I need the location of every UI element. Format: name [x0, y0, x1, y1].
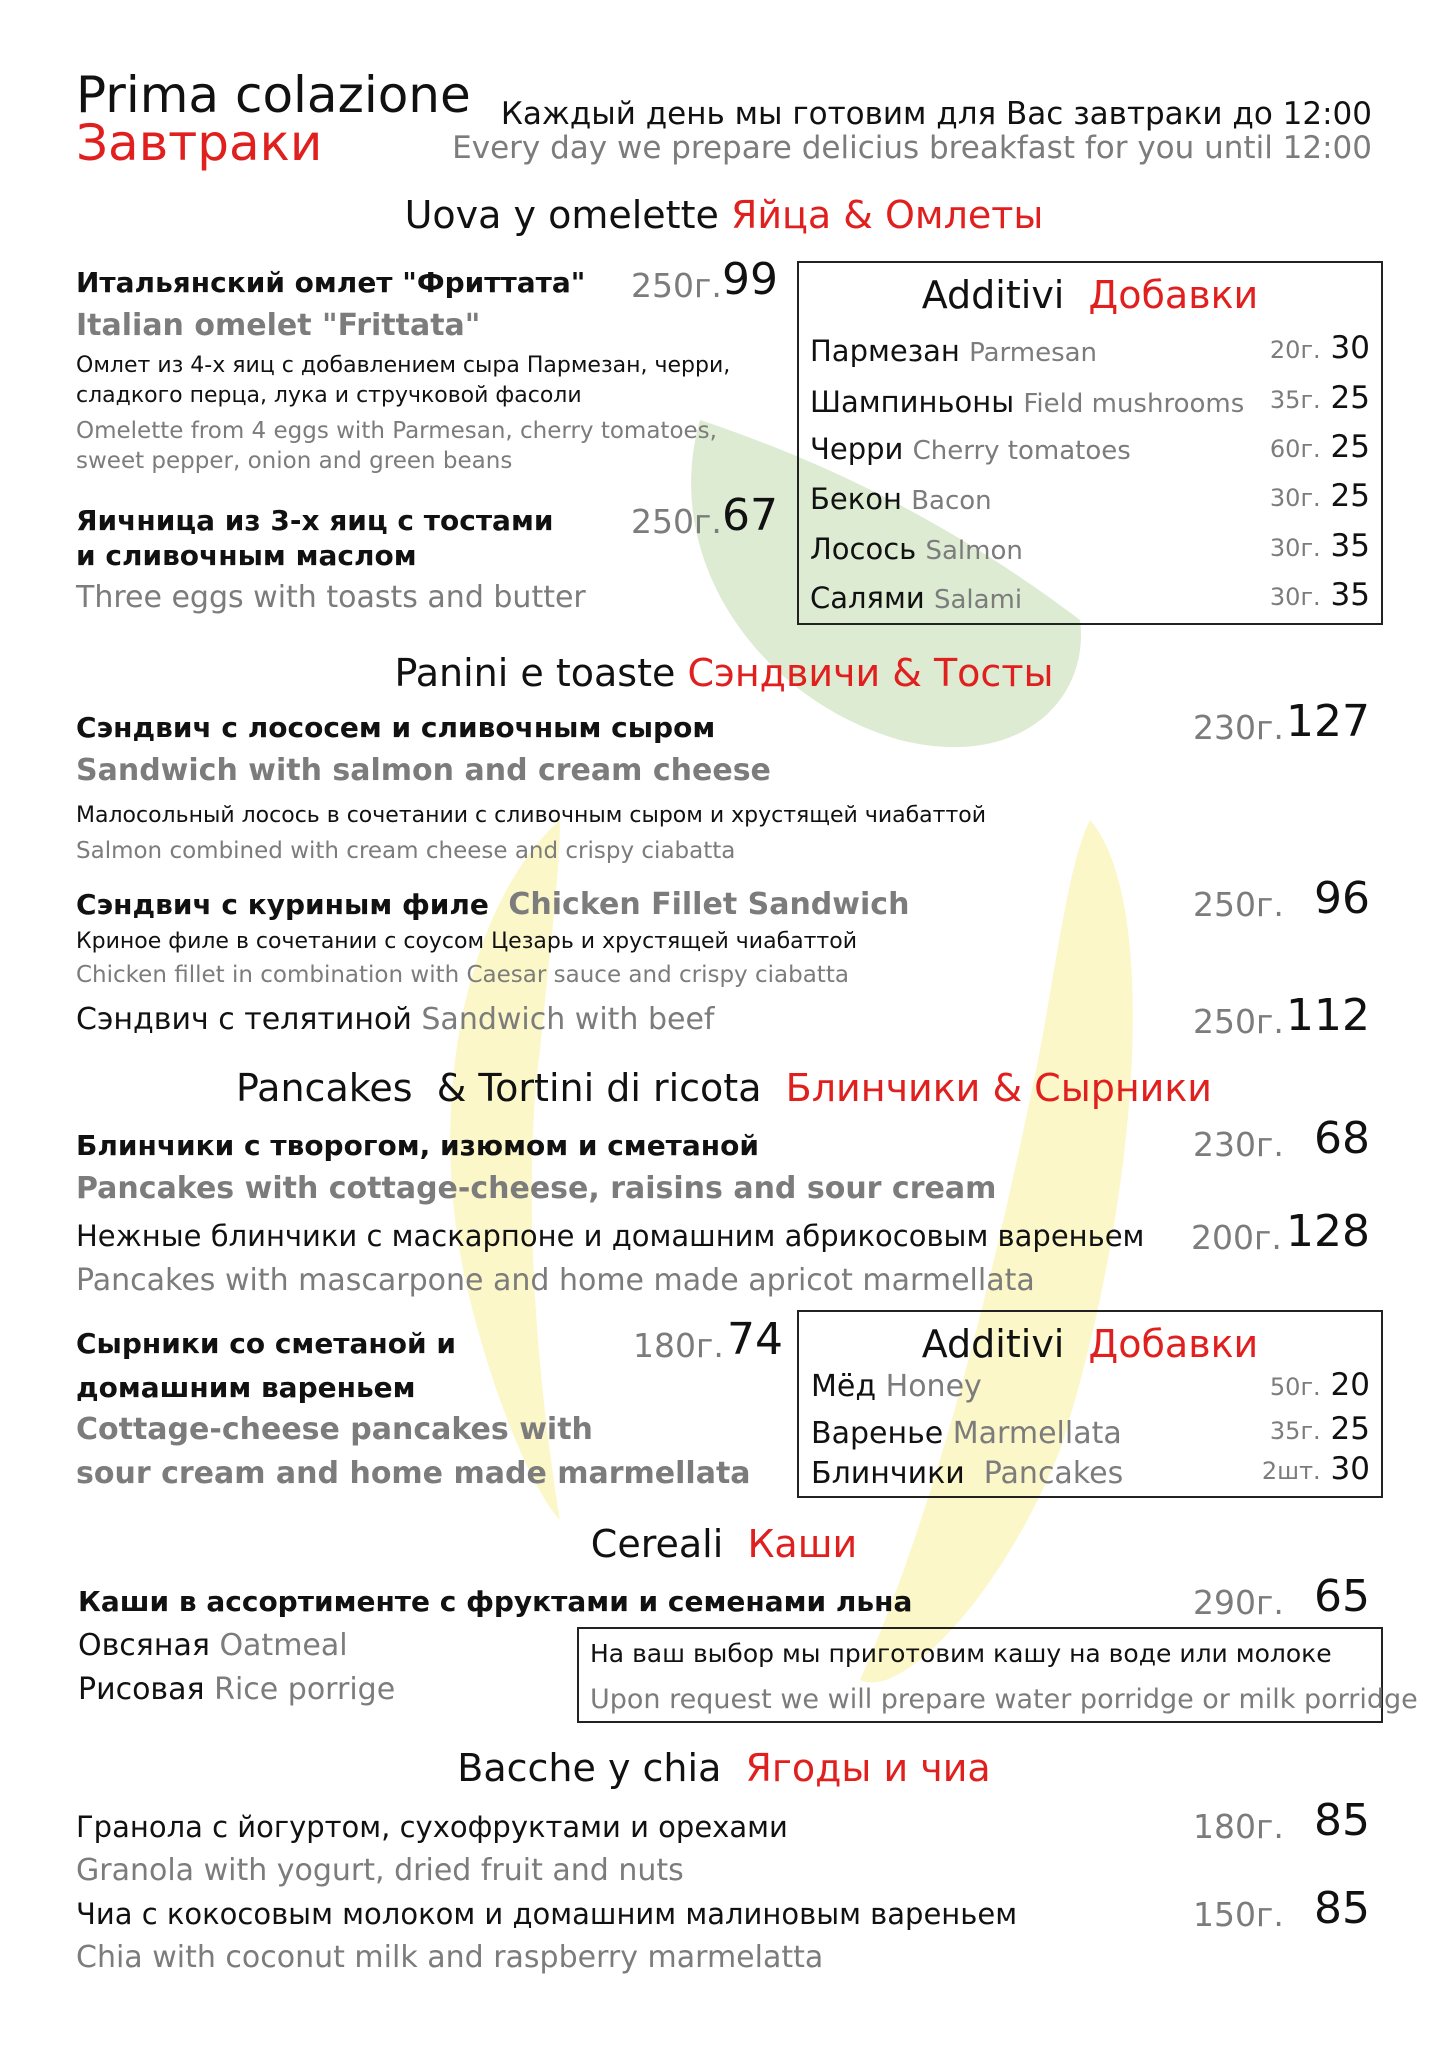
- cereal-option: Овсяная Oatmeal: [78, 1628, 348, 1663]
- item-name: Сэндвич с телятиной Sandwich with beef: [76, 1002, 715, 1037]
- item-name-ru: Яичница из 3-х яиц с тостами: [76, 504, 554, 537]
- item-weight: 250г.: [631, 266, 722, 305]
- item-desc-ru: Криное филе в сочетании с соусом Цезарь и хрустящей чиабаттой: [76, 929, 857, 954]
- item-price: 85: [1314, 1795, 1370, 1846]
- item-name-ru: и сливочным маслом: [76, 539, 417, 572]
- item-name: Сэндвич с куриным филе Chicken Fillet Sandwich: [76, 887, 910, 922]
- item-price: 128: [1286, 1206, 1370, 1257]
- additive-price: 20г. 30: [1269, 330, 1370, 366]
- section-title-pancakes: Pancakes & Tortini di ricota Блинчики & Сырники: [235, 1066, 1213, 1110]
- additive-price: 30г. 35: [1269, 577, 1370, 613]
- header-note-english: Every day we prepare delicius breakfast for you until 12:00: [452, 130, 1372, 166]
- item-price: 65: [1314, 1571, 1370, 1622]
- additive-price: 50г. 20: [1269, 1367, 1370, 1403]
- item-name-ru: Блинчики с творогом, изюмом и сметаной: [76, 1129, 760, 1162]
- additive-price: 2шт. 30: [1261, 1451, 1370, 1487]
- item-weight: 230г.: [1193, 708, 1284, 747]
- item-name-ru: Нежные блинчики с маскарпоне и домашним абрикосовым вареньем: [76, 1219, 1145, 1253]
- additive-name: Салями Salami: [810, 581, 1023, 615]
- item-desc-en: sweet pepper, onion and green beans: [76, 448, 513, 474]
- additive-name: Лосось Salmon: [810, 532, 1023, 566]
- section-title-berries: Bacche y chia Ягоды и чиа: [457, 1746, 991, 1790]
- additive-price: 35г. 25: [1269, 380, 1370, 416]
- item-name-en: Granola with yogurt, dried fruit and nuts: [76, 1853, 684, 1888]
- item-name-ru: Гранола с йогуртом, сухофруктами и орехами: [76, 1810, 788, 1844]
- page-title-russian: Завтраки: [76, 114, 323, 172]
- cereal-note-english: Upon request we will prepare water porridge or milk porridge: [590, 1684, 1418, 1715]
- item-price: 74: [727, 1314, 783, 1365]
- item-weight: 230г.: [1193, 1125, 1284, 1164]
- item-price: 68: [1314, 1113, 1370, 1164]
- item-weight: 250г.: [1193, 1002, 1284, 1041]
- item-name-en: Cottage-cheese pancakes with: [76, 1412, 593, 1447]
- item-weight: 180г.: [1193, 1807, 1284, 1846]
- additive-price: 60г. 25: [1269, 429, 1370, 465]
- item-desc-en: Salmon combined with cream cheese and crispy ciabatta: [76, 838, 736, 864]
- cereal-option: Рисовая Rice porrige: [78, 1672, 396, 1707]
- additive-name: Черри Cherry tomatoes: [810, 432, 1131, 466]
- header-note-russian: Каждый день мы готовим для Вас завтраки до 12:00: [500, 96, 1372, 132]
- additives-title: Additivi Добавки: [921, 1322, 1259, 1366]
- item-weight: 250г.: [631, 502, 722, 541]
- item-name-ru: Каши в ассортименте с фруктами и семенами льна: [78, 1585, 913, 1618]
- item-name-ru: домашним вареньем: [76, 1371, 416, 1404]
- page-title-italian: Prima colazione: [76, 66, 471, 124]
- item-weight: 200г.: [1191, 1218, 1282, 1257]
- item-price: 96: [1314, 873, 1370, 924]
- item-name-ru: Сэндвич с лососем и сливочным сыром: [76, 711, 716, 744]
- item-name-en: Sandwich with salmon and cream cheese: [76, 753, 771, 788]
- section-title-eggs: Uova y omelette Яйца & Омлеты: [404, 193, 1044, 237]
- item-price: 99: [722, 254, 778, 305]
- item-desc-en: Chicken fillet in combination with Caesar sauce and crispy ciabatta: [76, 962, 849, 988]
- item-name-en: Pancakes with cottage-cheese, raisins and sour cream: [76, 1171, 997, 1206]
- item-name-en: Italian omelet "Frittata": [76, 308, 481, 343]
- item-name-en: Pancakes with mascarpone and home made apricot marmellata: [76, 1263, 1035, 1298]
- item-desc-ru: Омлет из 4-х яиц с добавлением сыра Пармезан, черри,: [76, 353, 731, 378]
- item-desc-en: Omelette from 4 eggs with Parmesan, cherry tomatoes,: [76, 418, 717, 444]
- item-name-ru: Чиа с кокосовым молоком и домашним малиновым вареньем: [76, 1897, 1018, 1931]
- item-desc-ru: сладкого перца, лука и стручковой фасоли: [76, 383, 582, 408]
- section-title-cereals: Cereali Каши: [590, 1522, 858, 1566]
- additives-title: Additivi Добавки: [921, 273, 1259, 317]
- additive-price: 35г. 25: [1269, 1411, 1370, 1447]
- additive-name: Блинчики Pancakes: [811, 1456, 1124, 1491]
- additive-name: Шампиньоны Field mushrooms: [810, 385, 1245, 419]
- item-weight: 150г.: [1193, 1895, 1284, 1934]
- section-title-sandwiches: Panini e toaste Сэндвичи & Тосты: [394, 651, 1054, 695]
- item-name-en: Three eggs with toasts and butter: [76, 580, 586, 615]
- item-price: 112: [1286, 990, 1370, 1041]
- additive-name: Пармезан Parmesan: [810, 334, 1098, 368]
- item-name-en: Chia with coconut milk and raspberry marmelatta: [76, 1940, 824, 1975]
- item-name-ru: Итальянский омлет "Фриттата": [76, 266, 586, 299]
- item-desc-ru: Малосольный лосось в сочетании с сливочным сыром и хрустящей чиабаттой: [76, 803, 987, 828]
- additive-price: 30г. 35: [1269, 528, 1370, 564]
- item-name-en: sour cream and home made marmellata: [76, 1456, 751, 1491]
- item-weight: 290г.: [1193, 1583, 1284, 1622]
- additive-name: Бекон Bacon: [810, 482, 992, 516]
- item-price: 85: [1314, 1883, 1370, 1934]
- item-weight: 180г.: [633, 1326, 724, 1365]
- additive-name: Мёд Honey: [811, 1369, 982, 1404]
- item-price: 67: [722, 490, 778, 541]
- item-name-ru: Сырники со сметаной и: [76, 1327, 456, 1360]
- item-weight: 250г.: [1193, 885, 1284, 924]
- item-price: 127: [1286, 696, 1370, 747]
- cereal-note-russian: На ваш выбор мы приготовим кашу на воде или молоке: [590, 1639, 1332, 1668]
- additive-price: 30г. 25: [1269, 478, 1370, 514]
- additive-name: Варенье Marmellata: [811, 1416, 1122, 1451]
